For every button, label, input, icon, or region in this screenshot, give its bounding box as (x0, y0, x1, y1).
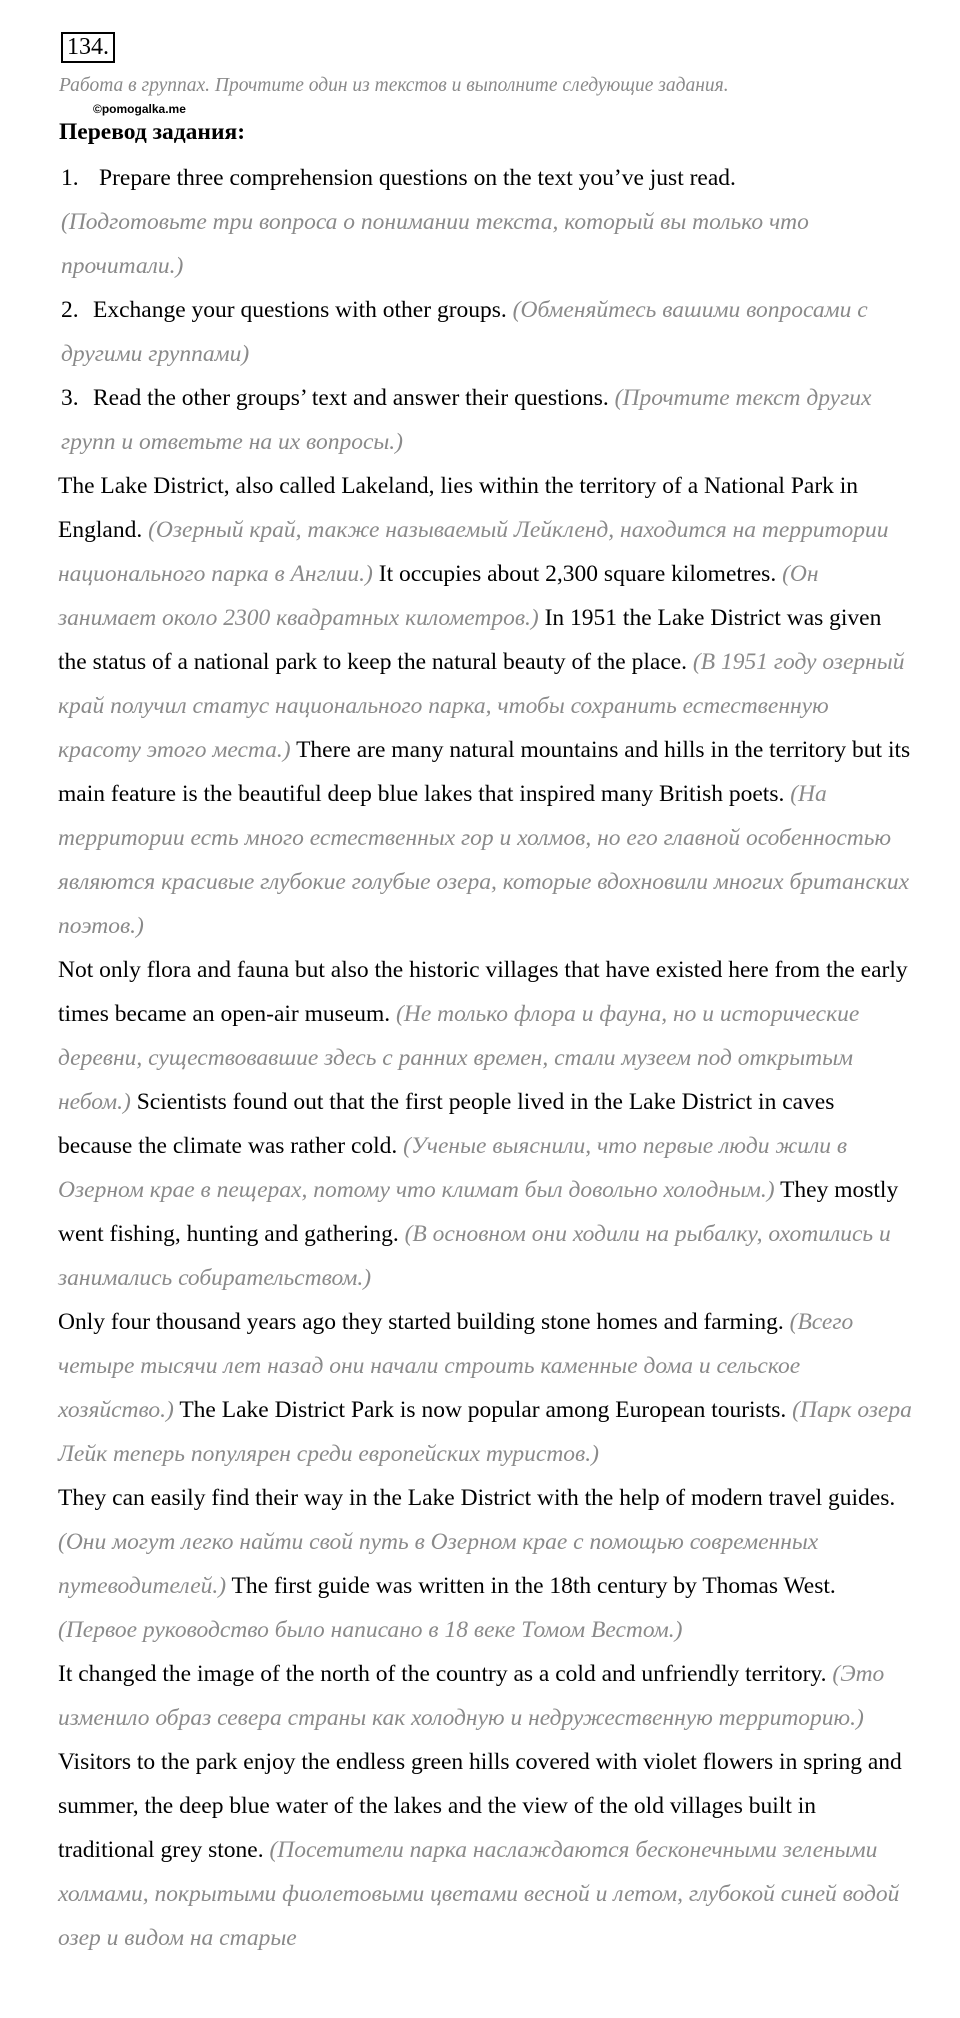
task-number: 3. (61, 385, 79, 411)
task-item-2 (61, 288, 914, 376)
task-item-1 (61, 156, 914, 288)
sentence-en: The first guide was written in the 18th century by Thomas West. (231, 1573, 836, 1599)
sentence-ru: (Первое руководство было написано в 18 веке Томом Вестом.) (58, 1617, 683, 1643)
sentence-en: The Lake District Park is now popular among European tourists. (179, 1397, 787, 1423)
exercise-number: 134. (61, 32, 115, 63)
text-paragraph-3 (58, 1300, 914, 1476)
task-text-ru: (Обменяйтесь вашими вопросами с другими группами) (61, 297, 868, 367)
sentence-en: Visitors to the park enjoy the endless green hills covered with violet flowers in spring and summer, the deep blue water of the lakes and the view of the old villages built in traditional grey stone. (58, 1749, 902, 1863)
sentence-ru: (На территории есть много естественных гор и холмов, но его главной особенностью являются красивые глубокие голубые озера, которые вдохновили многих британских поэтов.) (58, 781, 910, 939)
sentence-en: The Lake District, also called Lakeland, lies within the territory of a National Park in England. (58, 473, 859, 543)
sentence-ru: (В 1951 году озерный край получил статус национального парка, чтобы сохранить естественную красоту этого места.) (58, 649, 905, 763)
text-paragraph-2 (58, 948, 914, 1300)
sentence-en: Not only flora and fauna but also the historic villages that have existed here from the early times became an open-air museum. (58, 957, 908, 1027)
task-text-ru: (Прочтите текст других групп и ответьте на их вопросы.) (61, 385, 872, 455)
sentence-en: It changed the image of the north of the country as a cold and unfriendly territory. (58, 1661, 827, 1687)
text-paragraph-5 (58, 1652, 914, 1960)
sentence-ru: (Озерный край, также называемый Лейкленд, находится на территории национального парка в Англии.) (58, 517, 889, 587)
task-heading: Перевод задания: (59, 119, 246, 145)
sentence-ru: (Всего четыре тысячи лет назад они начали строить каменные дома и сельское хозяйство.) (58, 1309, 854, 1423)
sentence-en: They mostly went fishing, hunting and gathering. (58, 1177, 899, 1247)
sentence-en: Only four thousand years ago they started building stone homes and farming. (58, 1309, 784, 1335)
sentence-en: They can easily find their way in the Lake District with the help of modern travel guides. (58, 1485, 896, 1511)
task-text-en: Read the other groups’ text and answer their questions. (93, 385, 609, 411)
sentence-ru: (Посетители парка наслаждаются бесконечными зелеными холмами, покрытыми фиолетовыми цветами весной и летом, глубокой синей водой озер и видом на старые (58, 1837, 900, 1951)
sentence-en: In 1951 the Lake District was given the status of a national park to keep the natural beauty of the place. (58, 605, 882, 675)
task-number: 2. (61, 297, 79, 323)
task-number: 1. (61, 165, 79, 191)
sentence-en: It occupies about 2,300 square kilometres. (378, 561, 777, 587)
sentence-ru: (Ученые выяснили, что первые люди жили в Озерном крае в пещерах, потому что климат был довольно холодным.) (58, 1133, 848, 1203)
sentence-en: There are many natural mountains and hills in the territory but its main feature is the beautiful deep blue lakes that inspired many British poets. (58, 737, 911, 807)
task-item-3 (61, 376, 914, 464)
text-paragraph-4 (58, 1476, 914, 1652)
reading-text (58, 464, 914, 1960)
task-list (59, 156, 914, 464)
sentence-ru: (Это изменило образ севера страны как холодную и недружественную территорию.) (58, 1661, 885, 1731)
sentence-en: Scientists found out that the first people lived in the Lake District in caves because the climate was rather cold. (58, 1089, 835, 1159)
task-text-ru: (Подготовьте три вопроса о понимании текста, который вы только что прочитали.) (61, 209, 809, 279)
sentence-ru: (Он занимает около 2300 квадратных километров.) (58, 561, 819, 631)
task-text-en: Exchange your questions with other groups. (93, 297, 507, 323)
exercise-instruction: Работа в группах. Прочтите один из текстов и выполните следующие задания. (59, 75, 729, 96)
watermark: ©pomogalka.me (93, 102, 186, 116)
sentence-ru: (Они могут легко найти свой путь в Озерном крае с помощью современных путеводителей.) (58, 1529, 819, 1599)
task-text-en: Prepare three comprehension questions on the text you’ve just read. (99, 165, 736, 191)
sentence-ru: (Парк озера Лейк теперь популярен среди европейских туристов.) (58, 1397, 912, 1467)
sentence-ru: (Не только флора и фауна, но и исторические деревни, существовавшие здесь с ранних времен, стали музеем под открытым небом.) (58, 1001, 860, 1115)
text-paragraph-1 (58, 464, 914, 948)
sentence-ru: (В основном они ходили на рыбалку, охотились и занимались собирательством.) (58, 1221, 891, 1291)
